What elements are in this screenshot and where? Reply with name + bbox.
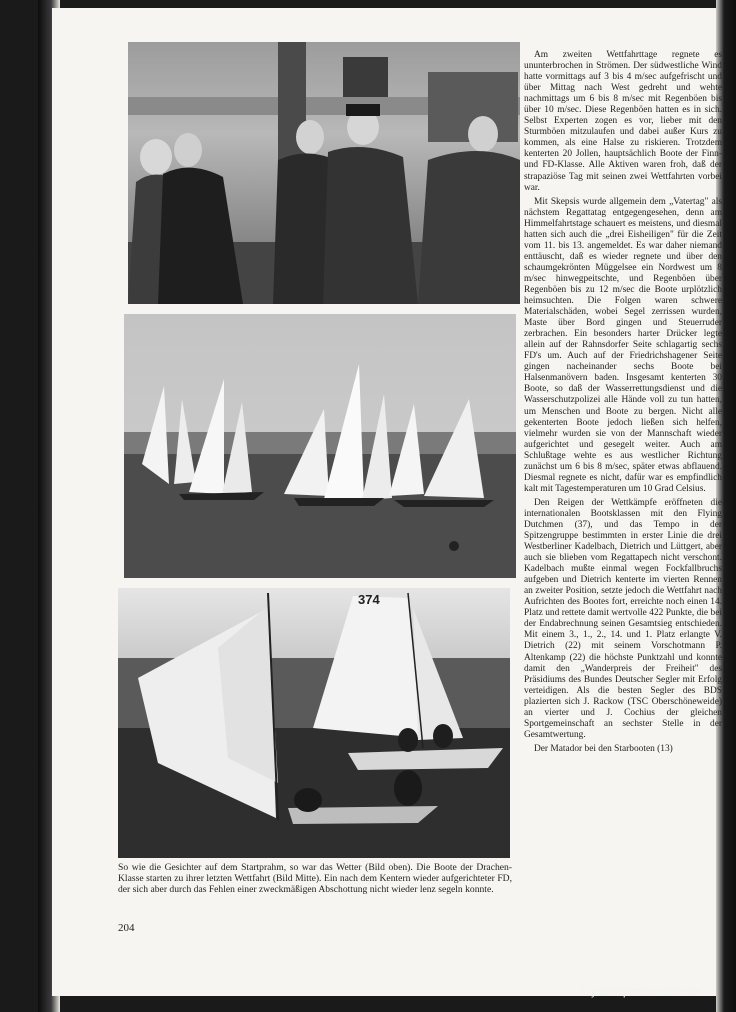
sail-number: 374: [358, 592, 380, 607]
paragraph: Den Reigen der Wettkämpfe eröffneten die internationalen Bootsklassen mit den Flying Dutchmen (37), und das Tempo in der Spitzengruppe bestimmten in erster Linie die drei Westberliner Kadelbach, Dietrich und Lüttgert, aber auch sie blieben vom Regattapech nicht verschont. Kadelbach mußte einmal wegen Fockfallbruchs aufgeben und Dietrich kenterte im vierten Rennen an zweiter Position, setzte jedoch die Wettfahrt nach Aufrichten des Bootes fort, erreichte noch einen 14. Platz und rettete damit wertvolle 422 Punkte, die bei der Endabrechnung seinen Gesamtsieg entschieden. Mit einem 3., 1., 2., 14. und 1. Platz erlangte V. Dietrich (22) mit seinem Vorschotmann P. Altenkamp (22) die höchste Punktzahl und konnte damit den „Wanderpreis der Freiheit" des Präsidiums des Bundes Deutscher Segler mit Erfolg verteidigen. Als die besten Segler des BDS plazierten sich J. Rackow (TSC Oberschöneweide) an vierter und J. Cochius der gleichen Sportgemeinschaft an sechster Stelle in der Gesamtwertung.: [524, 497, 722, 740]
page-number: 204: [118, 922, 135, 934]
article-column: [524, 50, 722, 758]
photo-bottom-fd-capsized: [118, 588, 510, 858]
watermark: © yachtsportmuseum.de: [580, 986, 700, 998]
paragraph: Mit Skepsis wurde allgemein dem „Vatertag" als nächstem Regattatag entgegengesehen, denn am Himmelfahrtstage schauert es meistens, und diesmal hatten sich auch die „drei Eisheiligen" für die Zeit vom 11. bis 13. angemeldet. Es war daher niemand enttäuscht, daß es wieder regnete und über den schaumgekrönten Müggelsee ein Nordwest um 8 m/sec hinwegpeitschte, und Regenböen über Regenböen bis zu 12 m/sec die Boote urplötzlich heimsuchten. Die Folgen waren schwere Materialschäden, wobei Segel zerrissen wurden, Maste über Bord gingen und Steuerruder zerbrachen. Ein besonders harter Drücker legte allein auf der Rahnsdorfer Seite schlagartig sechs FD's um. Auch auf der Friedrichshagener Seite gingen nacheinander sechs Boote bei Halsenmanövern baden. Insgesamt kenterten 30 Boote, so daß der Wasserrettungsdienst und die Wasserschutzpolizei alle Hände voll zu tun hatten, um Menschen und Boote zu bergen. Nicht alle gekenterten Boote jedoch ließen sich helfen, vielmehr wurden sie von der Mannschaft wieder aufgerichtet und gesegelt weiter. Auch am Schlußtage wehte es aus westlicher Richtung zunächst um 6 bis 8 m/sec, später etwas abflauend. Diesmal regnete es nicht, dafür war es empfindlich kalt mit Tagestemperaturen um 10 Grad Celsius.: [524, 196, 722, 494]
paragraph: Am zweiten Wettfahrttage regnete es ununterbrochen in Strömen. Der südwestliche Wind hatte vormittags auf 3 bis 4 m/sec aufgefrischt und über Mittag nach West gedreht und wehte nachmittags um 6 bis 8 m/sec mit Regenböen bis über 10 m/sec. Diese Regenböen hatten es in sich. Selbst Experten zogen es vor, lieber mit den Sturmböen mitzulaufen und dabei außer Kurs zu kommen, als eine Halse zu riskieren. Trotzdem kenterten 20 Jollen, hauptsächlich Boote der Finn- und FD-Klasse. Alle Aktiven waren froh, daß der strapaziöse Tag mit seinen zwei Wettfahrten vorbei war.: [524, 50, 722, 193]
photo-middle-dragon-start: [124, 314, 516, 578]
photo-caption: So wie die Gesichter auf dem Startprahm, so war das Wetter (Bild oben). Die Boote der Drachen-Klasse starten zu ihrer letzten Wettfahrt (Bild Mitte). Ein nach dem Kentern wieder aufgerichteter FD, der sich aber durch das Fehlen einer zweckmäßigen Abschottung nicht wieder lenz segeln konnte.: [118, 862, 512, 895]
paragraph: Der Matador bei den Starbooten (13): [534, 743, 673, 754]
photo-top-start-barge: [128, 42, 520, 304]
